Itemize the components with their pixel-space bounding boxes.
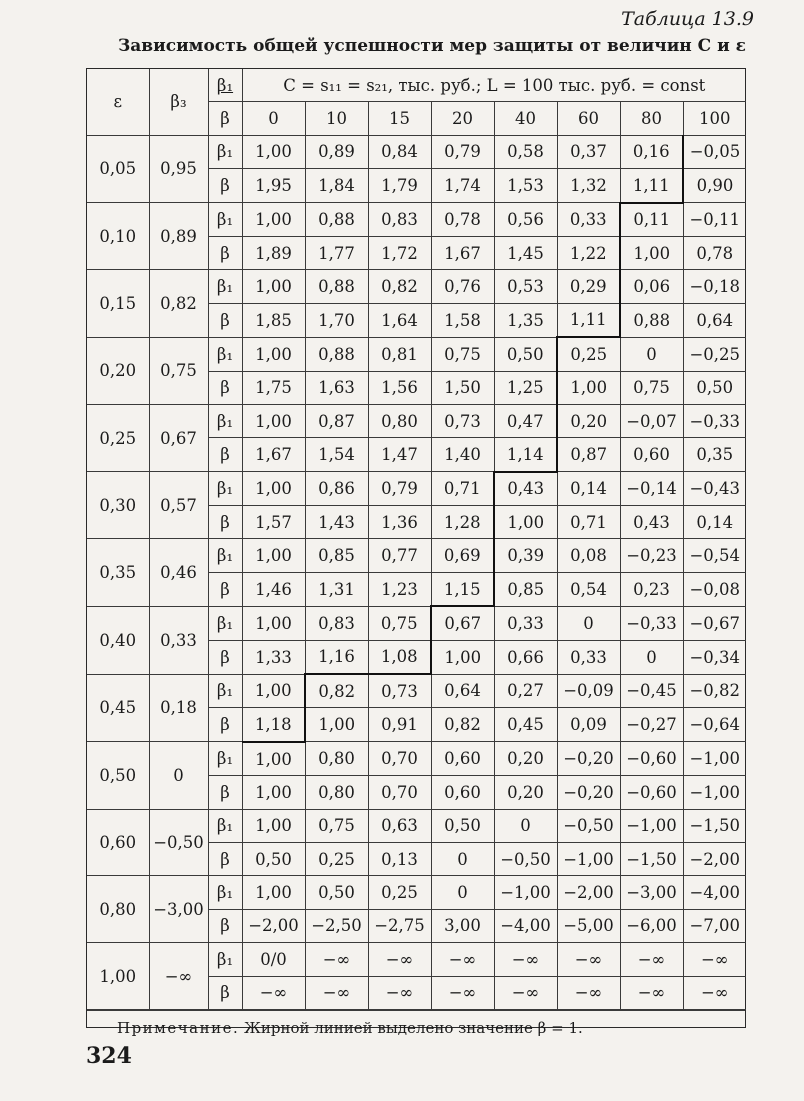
value-cell: −∞ [305, 943, 368, 976]
value-cell: 0,27 [494, 674, 557, 708]
value-cell: 1,11 [620, 169, 683, 203]
value-cell: 0,33 [557, 640, 620, 674]
beta3-cell: 0,18 [149, 674, 208, 742]
value-cell: 1,00 [242, 606, 305, 640]
param-label-cell: β [208, 303, 242, 337]
value-cell: 0,79 [368, 472, 431, 506]
value-cell: 0,37 [557, 135, 620, 168]
value-cell: −0,54 [683, 539, 746, 572]
value-cell: 0,60 [620, 438, 683, 472]
value-cell: 0,85 [494, 572, 557, 606]
value-cell: 0,82 [368, 270, 431, 303]
eps-cell: 0,80 [87, 876, 149, 943]
header-c-value: 20 [431, 102, 494, 135]
value-cell: 1,00 [557, 371, 620, 404]
value-cell: 1,79 [368, 169, 431, 203]
value-cell: −∞ [557, 976, 620, 1009]
value-cell: −∞ [305, 976, 368, 1009]
value-cell: −0,14 [620, 472, 683, 506]
value-cell: 1,00 [620, 236, 683, 269]
value-cell: 1,00 [242, 539, 305, 572]
value-cell: −∞ [557, 943, 620, 976]
value-cell: 0,16 [620, 135, 683, 168]
value-cell: −∞ [620, 976, 683, 1009]
param-label-cell: β [208, 776, 242, 809]
eps-cell: 0,50 [87, 742, 149, 809]
value-cell: −0,60 [620, 742, 683, 776]
value-cell: 1,84 [305, 169, 368, 203]
value-cell: 1,67 [242, 438, 305, 472]
value-cell: −7,00 [683, 909, 746, 942]
beta3-cell: 0 [149, 742, 208, 809]
value-cell: 1,00 [242, 876, 305, 909]
value-cell: 1,14 [494, 438, 557, 472]
value-cell: 0,70 [368, 742, 431, 776]
value-cell: −6,00 [620, 909, 683, 942]
value-cell: 1,64 [368, 303, 431, 337]
value-cell: 1,95 [242, 169, 305, 203]
param-label-cell: β [208, 708, 242, 742]
value-cell: −0,60 [620, 776, 683, 809]
param-label-cell: β [208, 572, 242, 606]
value-cell: 1,54 [305, 438, 368, 472]
param-label-cell: β₁ [208, 337, 242, 371]
value-cell: 0,78 [431, 203, 494, 237]
value-cell: 0,14 [683, 506, 746, 539]
value-cell: 0 [620, 337, 683, 371]
value-cell: 0,64 [431, 674, 494, 708]
value-cell: 0 [557, 606, 620, 640]
value-cell: 0,75 [305, 809, 368, 842]
value-cell: 1,11 [557, 303, 620, 337]
param-label-cell: β₁ [208, 203, 242, 237]
beta3-cell: 0,82 [149, 270, 208, 337]
table-row [87, 809, 746, 842]
param-label-cell: β [208, 236, 242, 269]
value-cell: 0,60 [431, 776, 494, 809]
value-cell: 0,25 [305, 842, 368, 875]
header-eps: ε [87, 69, 149, 135]
value-cell: −2,75 [368, 909, 431, 942]
eps-cell: 0,45 [87, 674, 149, 742]
value-cell: 0 [431, 842, 494, 875]
value-cell: 1,50 [431, 371, 494, 404]
value-cell: −4,00 [494, 909, 557, 942]
value-cell: 0,84 [368, 135, 431, 168]
table-row [87, 742, 746, 776]
value-cell: −0,50 [557, 809, 620, 842]
header-span-label: C = s₁₁ = s₂₁, тыс. руб.; L = 100 тыс. руб. = const [242, 69, 746, 102]
table-row [87, 876, 746, 909]
value-cell: 0,91 [368, 708, 431, 742]
table-row [87, 674, 746, 708]
value-cell: −∞ [494, 943, 557, 976]
value-cell: −∞ [368, 943, 431, 976]
value-cell: 1,33 [242, 640, 305, 674]
value-cell: −5,00 [557, 909, 620, 942]
value-cell: 0,69 [431, 539, 494, 572]
beta3-cell: 0,89 [149, 203, 208, 270]
value-cell: 1,25 [494, 371, 557, 404]
value-cell: 1,00 [242, 270, 305, 303]
value-cell: 0,71 [431, 472, 494, 506]
value-cell: 1,40 [431, 438, 494, 472]
value-cell: 1,00 [305, 708, 368, 742]
value-cell: −0,20 [557, 776, 620, 809]
table-row [87, 606, 746, 640]
value-cell: 1,75 [242, 371, 305, 404]
value-cell: 1,15 [431, 572, 494, 606]
value-cell: 0,80 [305, 742, 368, 776]
value-cell: −∞ [431, 976, 494, 1009]
eps-cell: 0,60 [87, 809, 149, 876]
table-title [0, 36, 804, 56]
value-cell: 0,09 [557, 708, 620, 742]
value-cell: 0 [431, 876, 494, 909]
param-label-cell: β₁ [208, 404, 242, 437]
param-label-cell: β₁ [208, 472, 242, 506]
value-cell: 1,72 [368, 236, 431, 269]
eps-cell: 0,30 [87, 472, 149, 539]
value-cell: −0,11 [683, 203, 746, 237]
value-cell: 0,85 [305, 539, 368, 572]
value-cell: 0,20 [494, 776, 557, 809]
param-label-cell: β₁ [208, 539, 242, 572]
value-cell: −2,50 [305, 909, 368, 942]
value-cell: −0,33 [683, 404, 746, 437]
header-param-top: β₁ [208, 69, 242, 102]
param-label-cell: β [208, 842, 242, 875]
param-label-cell: β₁ [208, 135, 242, 168]
value-cell: 0,70 [368, 776, 431, 809]
value-cell: 0,45 [494, 708, 557, 742]
value-cell: −1,00 [620, 809, 683, 842]
value-cell: 0,13 [368, 842, 431, 875]
value-cell: 0,63 [368, 809, 431, 842]
beta3-cell: 0,57 [149, 472, 208, 539]
value-cell: 1,00 [242, 742, 305, 776]
value-cell: −0,67 [683, 606, 746, 640]
table-body [87, 69, 746, 1009]
value-cell: 1,00 [242, 135, 305, 168]
value-cell: 1,67 [431, 236, 494, 269]
eps-cell: 0,20 [87, 337, 149, 404]
value-cell: 0,80 [368, 404, 431, 437]
header-c-value: 100 [683, 102, 746, 135]
value-cell: 0,58 [494, 135, 557, 168]
value-cell: 1,00 [242, 203, 305, 237]
value-cell: −0,20 [557, 742, 620, 776]
param-label-cell: β₁ [208, 674, 242, 708]
eps-cell: 0,25 [87, 404, 149, 471]
eps-cell: 0,40 [87, 606, 149, 674]
value-cell: −0,82 [683, 674, 746, 708]
value-cell: 0,08 [557, 539, 620, 572]
value-cell: 0,87 [557, 438, 620, 472]
value-cell: 0,73 [368, 674, 431, 708]
value-cell: −0,43 [683, 472, 746, 506]
eps-cell: 0,15 [87, 270, 149, 337]
value-cell: −∞ [431, 943, 494, 976]
value-cell: 0 [494, 809, 557, 842]
header-c-value: 0 [242, 102, 305, 135]
value-cell: −0,18 [683, 270, 746, 303]
value-cell: −0,23 [620, 539, 683, 572]
value-cell: −2,00 [242, 909, 305, 942]
value-cell: 1,53 [494, 169, 557, 203]
header-c-value: 40 [494, 102, 557, 135]
value-cell: 1,00 [431, 640, 494, 674]
value-cell: 0,06 [620, 270, 683, 303]
value-cell: 0,39 [494, 539, 557, 572]
value-cell: 0,75 [368, 606, 431, 640]
value-cell: 0,77 [368, 539, 431, 572]
value-cell: 0,50 [431, 809, 494, 842]
value-cell: −0,50 [494, 842, 557, 875]
param-label-cell: β₁ [208, 742, 242, 776]
value-cell: 0,14 [557, 472, 620, 506]
table-caption: Таблица 13.9 [621, 8, 754, 30]
value-cell: −0,27 [620, 708, 683, 742]
value-cell: 0,86 [305, 472, 368, 506]
value-cell: 0,67 [431, 606, 494, 640]
value-cell: 0,87 [305, 404, 368, 437]
table-row [87, 539, 746, 572]
value-cell: 0,88 [305, 337, 368, 371]
value-cell: 1,58 [431, 303, 494, 337]
value-cell: 1,63 [305, 371, 368, 404]
value-cell: −1,00 [683, 776, 746, 809]
value-cell: −1,00 [683, 742, 746, 776]
value-cell: −3,00 [620, 876, 683, 909]
beta3-cell: −0,50 [149, 809, 208, 876]
data-table-frame [86, 68, 746, 1037]
table-row [87, 337, 746, 371]
value-cell: −0,64 [683, 708, 746, 742]
value-cell: 0,33 [494, 606, 557, 640]
value-cell: 0,83 [305, 606, 368, 640]
param-label-cell: β [208, 909, 242, 942]
data-table [87, 69, 746, 1010]
beta3-cell: 0,33 [149, 606, 208, 674]
value-cell: 0,56 [494, 203, 557, 237]
value-cell: 1,31 [305, 572, 368, 606]
value-cell: 1,47 [368, 438, 431, 472]
param-label-cell: β [208, 976, 242, 1009]
eps-cell: 1,00 [87, 943, 149, 1010]
value-cell: 1,00 [494, 506, 557, 539]
eps-cell: 0,05 [87, 135, 149, 202]
value-cell: 0,25 [557, 337, 620, 371]
value-cell: 1,22 [557, 236, 620, 269]
value-cell: 0,25 [368, 876, 431, 909]
value-cell: 0,75 [431, 337, 494, 371]
value-cell: 0,50 [305, 876, 368, 909]
value-cell: 0,88 [305, 203, 368, 237]
beta3-cell: −3,00 [149, 876, 208, 943]
beta3-cell: 0,46 [149, 539, 208, 606]
value-cell: −0,45 [620, 674, 683, 708]
table-row [87, 472, 746, 506]
value-cell: 0,33 [557, 203, 620, 237]
value-cell: 0,78 [683, 236, 746, 269]
value-cell: 0 [620, 640, 683, 674]
beta3-cell: 0,75 [149, 337, 208, 404]
value-cell: 1,18 [242, 708, 305, 742]
value-cell: −0,08 [683, 572, 746, 606]
value-cell: 0,81 [368, 337, 431, 371]
value-cell: 1,45 [494, 236, 557, 269]
value-cell: 0,80 [305, 776, 368, 809]
value-cell: 3,00 [431, 909, 494, 942]
value-cell: 1,00 [242, 776, 305, 809]
value-cell: 1,85 [242, 303, 305, 337]
header-param-bottom: β [208, 102, 242, 135]
value-cell: 1,32 [557, 169, 620, 203]
value-cell: −∞ [620, 943, 683, 976]
value-cell: 1,16 [305, 640, 368, 674]
value-cell: −1,50 [620, 842, 683, 875]
header-row-top [87, 69, 746, 102]
param-label-cell: β [208, 506, 242, 539]
header-beta3: β₃ [149, 69, 208, 135]
value-cell: 0,50 [683, 371, 746, 404]
header-c-value: 80 [620, 102, 683, 135]
table-note [87, 1010, 745, 1050]
value-cell: −0,09 [557, 674, 620, 708]
table-title-text: Зависимость общей успешности мер защиты от величин C и ε [118, 36, 746, 56]
param-label-cell: β [208, 371, 242, 404]
value-cell: 0,60 [431, 742, 494, 776]
value-cell: −1,00 [494, 876, 557, 909]
value-cell: 0,89 [305, 135, 368, 168]
value-cell: −0,33 [620, 606, 683, 640]
value-cell: 1,43 [305, 506, 368, 539]
value-cell: 0,88 [620, 303, 683, 337]
value-cell: −4,00 [683, 876, 746, 909]
value-cell: 0,83 [368, 203, 431, 237]
page-number: 324 [86, 1043, 132, 1069]
param-label-cell: β₁ [208, 270, 242, 303]
table-row [87, 404, 746, 437]
eps-cell: 0,10 [87, 203, 149, 270]
value-cell: −∞ [242, 976, 305, 1009]
value-cell: 1,00 [242, 674, 305, 708]
value-cell: −0,05 [683, 135, 746, 168]
value-cell: 1,57 [242, 506, 305, 539]
value-cell: −∞ [368, 976, 431, 1009]
param-label-cell: β₁ [208, 943, 242, 976]
header-c-value: 15 [368, 102, 431, 135]
value-cell: −0,25 [683, 337, 746, 371]
value-cell: 1,00 [242, 337, 305, 371]
value-cell: 1,70 [305, 303, 368, 337]
value-cell: −2,00 [557, 876, 620, 909]
value-cell: −∞ [494, 976, 557, 1009]
value-cell: 1,00 [242, 404, 305, 437]
value-cell: 0,73 [431, 404, 494, 437]
param-label-cell: β [208, 169, 242, 203]
header-c-value: 60 [557, 102, 620, 135]
beta3-cell: −∞ [149, 943, 208, 1010]
value-cell: −2,00 [683, 842, 746, 875]
value-cell: −1,50 [683, 809, 746, 842]
value-cell: 0,50 [242, 842, 305, 875]
param-label-cell: β₁ [208, 606, 242, 640]
value-cell: 0,53 [494, 270, 557, 303]
value-cell: 0,29 [557, 270, 620, 303]
value-cell: −0,07 [620, 404, 683, 437]
value-cell: 0,23 [620, 572, 683, 606]
note-lead: Примечание. [117, 1018, 240, 1037]
eps-cell: 0,35 [87, 539, 149, 606]
value-cell: −0,34 [683, 640, 746, 674]
value-cell: 1,46 [242, 572, 305, 606]
beta3-cell: 0,95 [149, 135, 208, 202]
value-cell: 0,11 [620, 203, 683, 237]
value-cell: −1,00 [557, 842, 620, 875]
note-text: Жирной линией выделено значение β = 1. [244, 1018, 583, 1037]
value-cell: 0,82 [431, 708, 494, 742]
value-cell: 1,28 [431, 506, 494, 539]
value-cell: 0,64 [683, 303, 746, 337]
value-cell: 0,82 [305, 674, 368, 708]
value-cell: 0,88 [305, 270, 368, 303]
value-cell: −∞ [683, 976, 746, 1009]
param-label-cell: β₁ [208, 809, 242, 842]
value-cell: 0,54 [557, 572, 620, 606]
header-c-value: 10 [305, 102, 368, 135]
table-row [87, 270, 746, 303]
value-cell: 1,74 [431, 169, 494, 203]
value-cell: 0,79 [431, 135, 494, 168]
table-row [87, 203, 746, 237]
table-row [87, 943, 746, 976]
table-row [87, 135, 746, 168]
value-cell: 0,75 [620, 371, 683, 404]
value-cell: 0,20 [557, 404, 620, 437]
value-cell: 1,00 [242, 472, 305, 506]
value-cell: 0,71 [557, 506, 620, 539]
value-cell: 0,20 [494, 742, 557, 776]
value-cell: 1,36 [368, 506, 431, 539]
value-cell: 1,56 [368, 371, 431, 404]
value-cell: −∞ [683, 943, 746, 976]
value-cell: 1,08 [368, 640, 431, 674]
param-label-cell: β [208, 640, 242, 674]
value-cell: 0,35 [683, 438, 746, 472]
value-cell: 1,89 [242, 236, 305, 269]
beta3-cell: 0,67 [149, 404, 208, 471]
param-label-cell: β [208, 438, 242, 472]
value-cell: 0,43 [494, 472, 557, 506]
value-cell: 0/0 [242, 943, 305, 976]
value-cell: 1,23 [368, 572, 431, 606]
value-cell: 1,00 [242, 809, 305, 842]
value-cell: 0,66 [494, 640, 557, 674]
param-label-cell: β₁ [208, 876, 242, 909]
value-cell: 0,43 [620, 506, 683, 539]
value-cell: 0,47 [494, 404, 557, 437]
value-cell: 1,35 [494, 303, 557, 337]
value-cell: 0,50 [494, 337, 557, 371]
value-cell: 0,76 [431, 270, 494, 303]
value-cell: 0,90 [683, 169, 746, 203]
value-cell: 1,77 [305, 236, 368, 269]
